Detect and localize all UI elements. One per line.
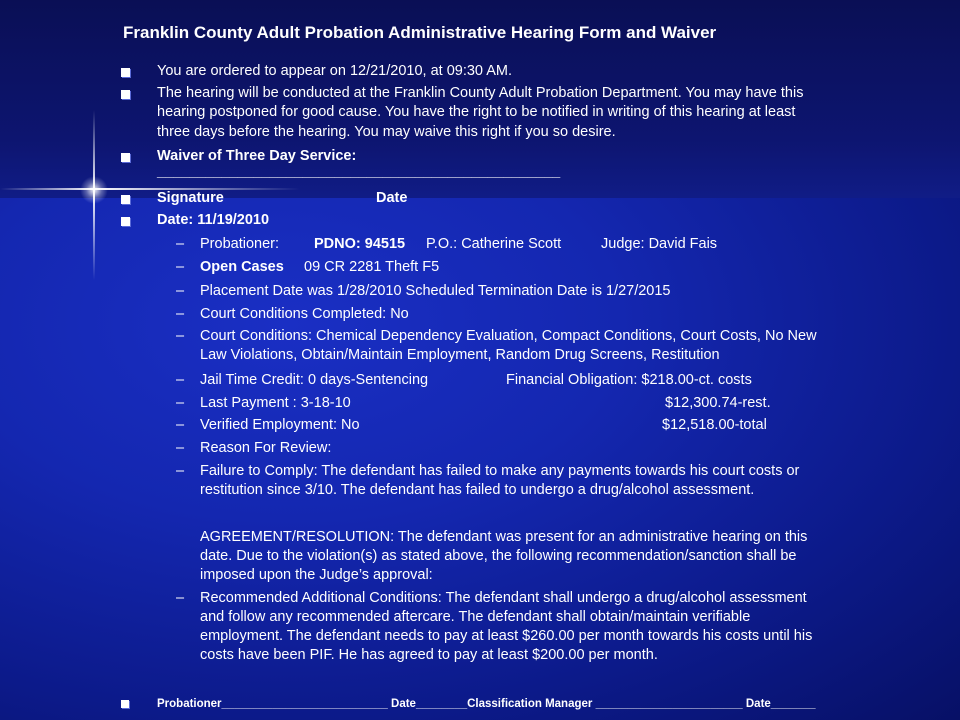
dash-marker: – <box>176 328 185 344</box>
agreement-line-2: date. Due to the violation(s) as stated above, the following recommendation/sanction shall be <box>200 548 797 564</box>
dash-marker: – <box>176 259 185 275</box>
po-value: P.O.: Catherine Scott <box>426 236 562 252</box>
slide-title: Franklin County Adult Probation Administrative Hearing Form and Waiver <box>123 23 717 42</box>
court-conditions-line-1: Court Conditions: Chemical Dependency Evaluation, Compact Conditions, Court Costs, No New <box>200 328 817 344</box>
failure-to-comply-line-2: restitution since 3/10. The defendant has failed to undergo a drug/alcohol assessment. <box>200 482 755 498</box>
open-cases-value: 09 CR 2281 Theft F5 <box>304 259 440 275</box>
reason-for-review: Reason For Review: <box>200 440 332 456</box>
bullet-square-icon <box>121 195 130 204</box>
bullet-square-icon <box>121 217 130 226</box>
bullet-square-icon <box>121 153 130 162</box>
financial-obligation: Financial Obligation: $218.00-ct. costs <box>506 372 752 388</box>
jail-time-credit: Jail Time Credit: 0 days-Sentencing <box>200 372 429 388</box>
last-payment: Last Payment : 3-18-10 <box>200 395 351 411</box>
waiver-label: Waiver of Three Day Service: <box>157 148 357 164</box>
total-amount: $12,518.00-total <box>662 417 767 433</box>
dash-marker: – <box>176 283 185 299</box>
recommended-conditions-line-2: and follow any recommended aftercare. The defendant shall obtain/maintain verifiable <box>200 609 751 625</box>
hearing-date: Date: 11/19/2010 <box>157 212 270 228</box>
placement-dates: Placement Date was 1/28/2010 Scheduled Termination Date is 1/27/2015 <box>200 283 671 299</box>
hearing-text-line-3: three days before the hearing. You may waive this right if you so desire. <box>157 124 616 140</box>
verified-employment: Verified Employment: No <box>200 417 360 433</box>
recommended-conditions-line-4: costs have been PIF. He has agreed to pay at least $200.00 per month. <box>200 647 658 663</box>
dash-marker: – <box>176 590 185 606</box>
dash-marker: – <box>176 236 185 252</box>
dash-marker: – <box>176 372 185 388</box>
signature-label: Signature <box>157 190 224 206</box>
open-cases-label: Open Cases <box>200 259 284 275</box>
recommended-conditions-line-3: employment. The defendant needs to pay at least $260.00 per month towards his costs until his <box>200 628 813 644</box>
agreement-line-1: AGREEMENT/RESOLUTION: The defendant was present for an administrative hearing on this <box>200 529 808 545</box>
bullet-square-icon <box>121 700 129 708</box>
bullet-square-icon <box>121 90 130 99</box>
dash-marker: – <box>176 395 185 411</box>
pdno-value: PDNO: 94515 <box>314 236 406 252</box>
court-conditions-line-2: Law Violations, Obtain/Maintain Employment, Random Drug Screens, Restitution <box>200 347 720 363</box>
bullet-square-icon <box>121 68 130 77</box>
court-conditions-completed: Court Conditions Completed: No <box>200 306 409 322</box>
appear-notice: You are ordered to appear on 12/21/2010, at 09:30 AM. <box>157 63 512 79</box>
footer-signature-lines: Probationer__________________________ Date________Classification Manager _______________________ Date_______ <box>157 698 816 710</box>
failure-to-comply-line-1: Failure to Comply: The defendant has failed to make any payments towards his court costs or <box>200 463 800 479</box>
judge-value: Judge: David Fais <box>601 236 718 252</box>
dash-marker: – <box>176 417 185 433</box>
probationer-label: Probationer: <box>200 236 279 252</box>
waiver-signature-line: __________________________________________________ <box>157 164 561 180</box>
restitution-amount: $12,300.74-rest. <box>665 395 771 411</box>
dash-marker: – <box>176 440 185 456</box>
agreement-line-3: imposed upon the Judge’s approval: <box>200 567 433 583</box>
dash-marker: – <box>176 463 185 479</box>
hearing-text-line-2: hearing postponed for good cause. You have the right to be notified in writing of this hearing at least <box>157 104 796 120</box>
hearing-text-line-1: The hearing will be conducted at the Franklin County Adult Probation Department. You may have this <box>157 85 804 101</box>
signature-date-label: Date <box>376 190 408 206</box>
dash-marker: – <box>176 306 185 322</box>
recommended-conditions-line-1: Recommended Additional Conditions: The defendant shall undergo a drug/alcohol assessment <box>200 590 807 606</box>
